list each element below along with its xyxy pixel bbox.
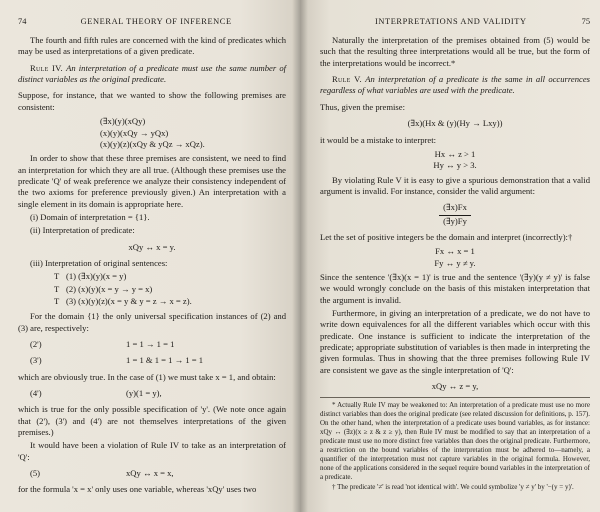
paragraph: Let the set of positive integers be the domain and interpret (incorrectly):† [320,231,573,242]
premises-display [18,116,286,150]
left-page-header [18,16,286,27]
rule-v [320,74,590,97]
equation-label: (2') [30,339,42,349]
formula: (y)(1 = y), [126,388,162,399]
paragraph: Thus, given the premise: [320,101,405,112]
right-page [300,0,600,512]
truth-mark: T [54,283,60,294]
translation-row [18,296,286,307]
truth-mark: T [54,271,60,282]
argument-display [320,202,590,227]
formula: 1 = 1 & 1 = 1 → 1 = 1 [126,355,204,366]
equation-row [18,355,286,366]
argument-fraction [439,202,471,227]
rule-label: Rule IV. [30,62,64,73]
argument-premise: (∃x)Fx [439,202,471,215]
paragraph: it would be a mistake to interpret: [320,134,436,145]
footnote: † The predicate '≠' is read 'not identical with'. We could symbolize 'y ≠ y' by '−(y = y)'. [332,482,574,491]
list-item: (iii) Interpretation of original sentences: [30,257,168,268]
formula: (∃x)(Hx & (y)(Hy → Lxy)) [407,118,503,129]
equation-label: (5) [30,468,41,479]
truth-mark: T [54,295,60,306]
formula: xQy ↔ x = y. [128,241,176,252]
paragraph: which is true for the only possible specification of 'y'. (We note once again that (2'), (3') and (4') are not themselves interpretations of the given premises.) [18,404,286,438]
paragraph: By violating Rule V it is easy to give a spurious demonstration that a valid argument is invalid. For instance, consider the valid argument: [320,174,590,196]
paragraph: Suppose, for instance, that we wanted to show the following premises are consistent: [18,90,286,112]
mistaken-interpretation [320,149,590,172]
equation-row [18,339,286,350]
rule-iv [18,63,286,86]
equation-row [18,468,286,479]
paragraph: For the domain {1} the only universal specification instances of (2) and (3) are, respectively: [18,311,286,333]
argument-conclusion: (∃y)Fy [443,215,467,226]
equation-label: (3') [30,355,42,366]
formula: (1) (∃x)(y)(x = y) [66,271,127,282]
formula: xQy ↔ z = y, [431,381,479,392]
rule-text: An interpretation of a predicate must use the same number of distinct variables as the original predicate. [18,62,287,85]
formula: (3) (x)(y)(z)(x = y & y = z → x = z). [66,295,192,306]
formula: 1 = 1 → 1 = 1 [126,339,175,349]
formula: (x)(y)(xQy → yQx) [100,127,169,138]
equation-label: (4') [30,388,42,399]
paragraph: which are obviously true. In the case of (1) we must take x = 1, and obtain: [18,371,276,382]
paragraph: Furthermore, in giving an interpretation of a predicate, we do not have to write down equivalences for all the different variables which occur with this predicate. One instance is sufficient to indicate the interpretation of the predicate; appropriate substitution of variables is then made in interpreting the given formulas. Thus in showing that the three premises following Rule IV are consistent we gave as the single interpretation of 'Q': [320,307,590,375]
formula: Fx ↔ x = 1 [435,246,475,257]
list-item: (i) Domain of interpretation = {1}. [30,211,150,222]
left-running-title: GENERAL THEORY OF INFERENCE [80,17,232,26]
right-page-number: 75 [581,17,590,26]
book-gutter-shadow [292,0,308,512]
right-page-header [320,16,590,27]
paragraph: Since the sentence '(∃x)(x = 1)' is true and the sentence '(∃y)(y ≠ y)' is false we would wrongly conclude on the basis of this mistaken interpretation that the argument is invalid. [320,271,590,305]
formula: xQy ↔ x = x, [126,468,174,479]
right-running-title: INTERPRETATIONS AND VALIDITY [374,17,527,26]
rule-text: An interpretation of a predicate is the same in all occurrences regardless of what variables are used with the predicate. [320,74,590,96]
equation-row [18,388,286,399]
paragraph: for the formula 'x = x' only uses one variable, whereas 'xQy' uses two [18,484,257,495]
translation-row [18,271,286,282]
formula: (x)(y)(z)(xQy & yQz → xQz). [100,138,205,149]
rule-label: Rule V. [332,74,362,85]
formula: Hy ↔ y > 3. [433,160,477,171]
footnote: * Actually Rule IV may be weakened to: An interpretation of a predicate must use no more distinct variables than does the original predicate (see related discussion for definitions, p. 157). On the other hand, when the interpretation of a predicate uses bound variables, as for instance: xQy ↔ (∃z)(x ≥ z & z ≥ y), then Rule IV must be modified to say that an interpretation of a predicate must use no more distinct free variables than does the original predicate. Furthermore, a restriction on the bound variables of the interpretation must be adhered to—namely, a quantifier of the interpretation must not capture variables in the original formula. However, none of the applications considered in the sequel require bound variables in the interpretation of a predicate. [320,401,590,481]
formula: (∃x)(y)(xQy) [100,116,146,127]
incorrect-interpretation [320,246,590,269]
formula: Hx ↔ z > 1 [434,148,476,159]
formula: Fy ↔ y ≠ y. [434,257,476,268]
footnotes [320,397,590,492]
paragraph: The fourth and fifth rules are concerned with the kind of predicates which may be used as interpretations of a given predicate. [18,35,286,57]
translation-row [18,284,286,295]
left-page-number: 74 [18,17,27,26]
paragraph: It would have been a violation of Rule IV to take as an interpretation of 'Q': [18,440,286,462]
paragraph: In order to show that these three premises are consistent, we need to find an interpretation for which they are all true. (Although these premises use the predicate 'Q' of weak preference we analyze their consistency independent of the two axioms for preference previously given.) An interpretation with a single element in its domain is appropriate here. [18,153,286,209]
paragraph: Naturally the interpretation of the premises obtained from (5) would be such that the resulting three interpretations would all be true, but the form of the interpretations would be incorrect.* [320,35,590,68]
formula: (2) (x)(y)(x = y → y = x) [66,283,153,294]
list-item: (ii) Interpretation of predicate: [30,225,135,236]
